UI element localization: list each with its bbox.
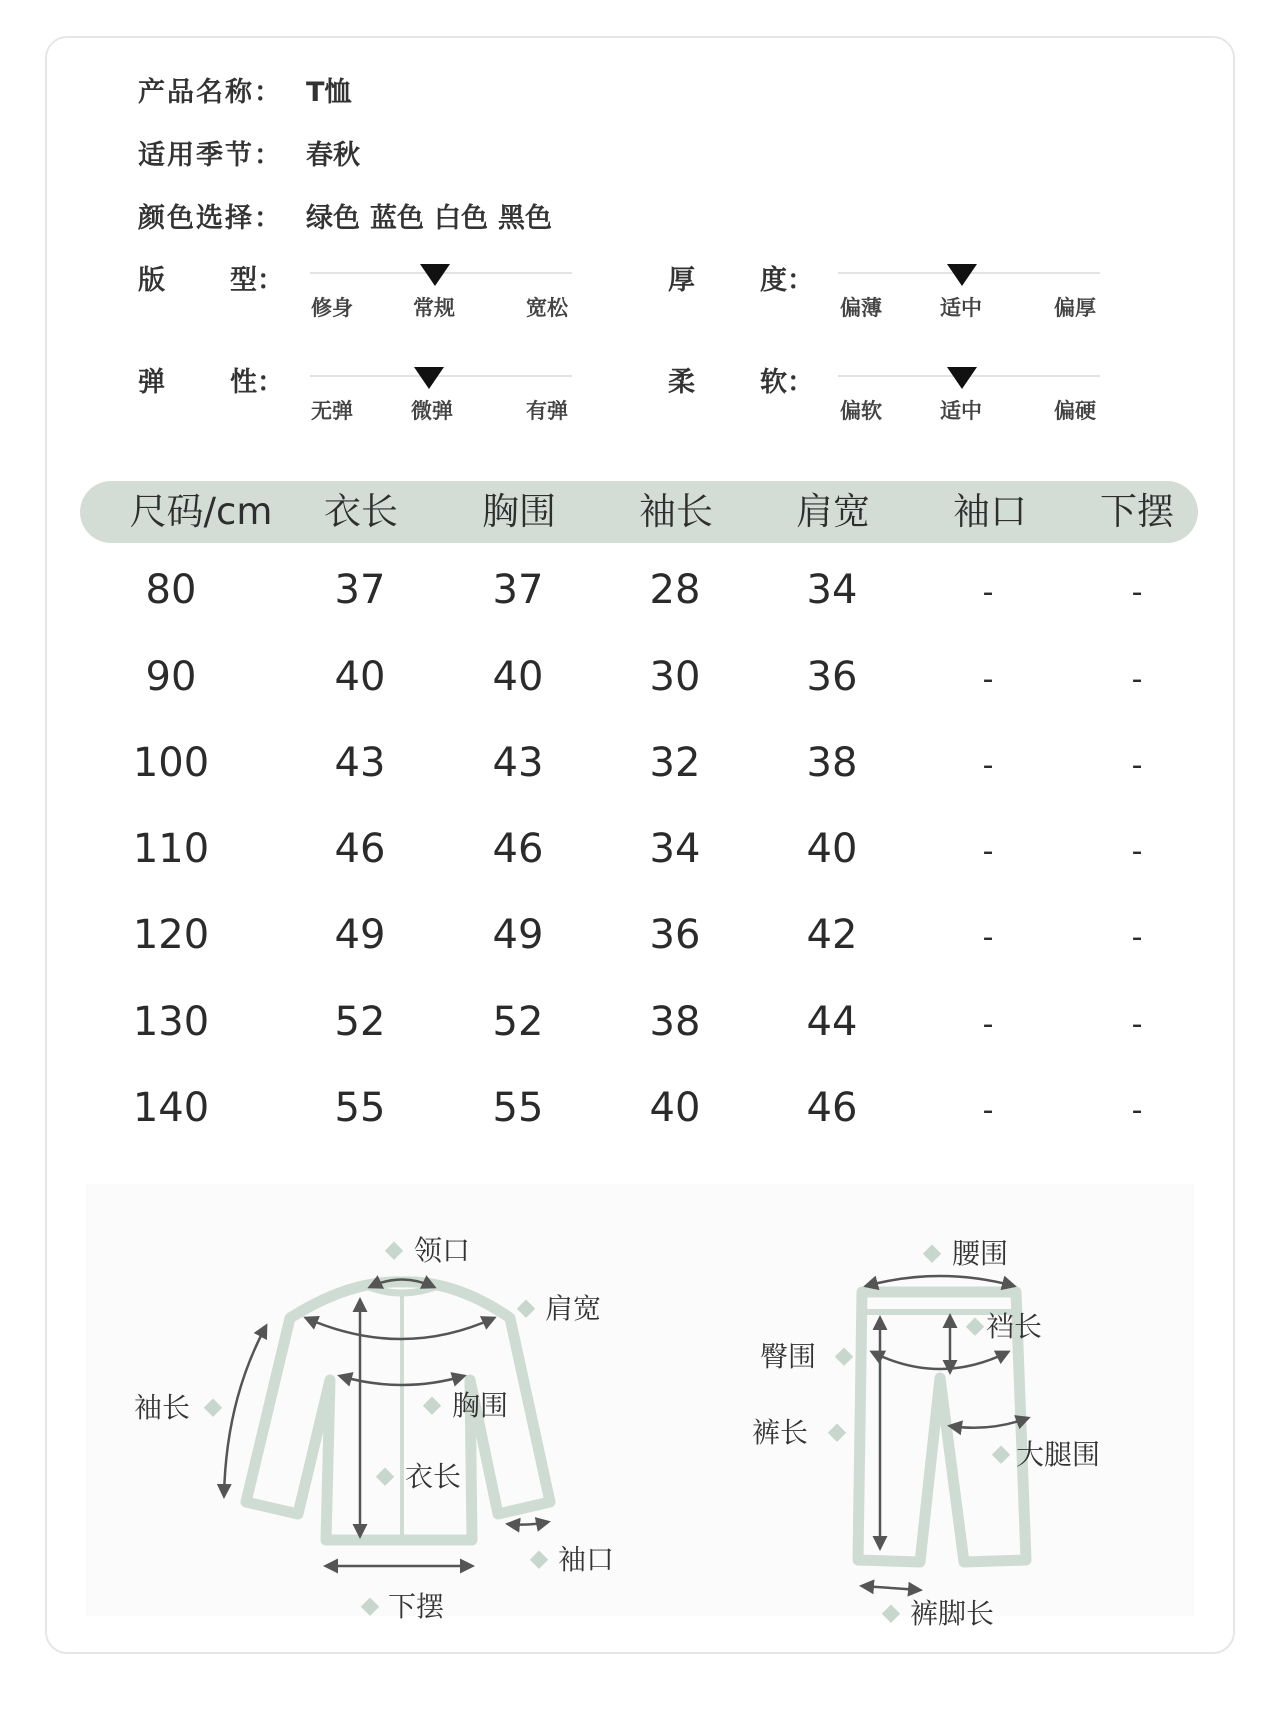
label-neck: 领口 xyxy=(414,1234,471,1267)
table-cell: - xyxy=(982,1007,994,1042)
table-cell: 55 xyxy=(334,1085,386,1131)
table-cell: - xyxy=(1131,1007,1143,1042)
label-length: 衣长 xyxy=(405,1460,462,1493)
table-cell: 49 xyxy=(334,912,386,958)
table-cell: - xyxy=(982,1093,994,1128)
table-cell: 28 xyxy=(649,567,701,613)
table-cell: - xyxy=(1131,575,1143,610)
table-cell: - xyxy=(1131,834,1143,869)
table-cell: - xyxy=(1131,748,1143,783)
label-chest: 胸围 xyxy=(452,1389,509,1422)
table-cell: 55 xyxy=(492,1085,544,1131)
table-cell: 52 xyxy=(492,999,544,1045)
color-option-black: 黑色 xyxy=(498,203,552,234)
table-cell: 40 xyxy=(649,1085,701,1131)
header-length: 衣长 xyxy=(324,490,398,533)
thickness-option-medium: 适中 xyxy=(940,296,982,320)
table-cell: 34 xyxy=(806,567,858,613)
header-shoulder: 肩宽 xyxy=(796,490,870,533)
label-hip: 臀围 xyxy=(760,1340,817,1373)
elasticity-option-elastic: 有弹 xyxy=(526,399,568,423)
softness-option-soft: 偏软 xyxy=(840,399,882,423)
table-cell: 46 xyxy=(492,826,544,872)
table-cell: 40 xyxy=(492,654,544,700)
shirt-measure-arrows xyxy=(224,1280,548,1567)
table-cell: 44 xyxy=(806,999,858,1045)
table-cell: 38 xyxy=(806,740,858,786)
table-cell-size: 140 xyxy=(132,1085,210,1131)
label-pants-length: 裤长 xyxy=(752,1416,809,1449)
thickness-option-thick: 偏厚 xyxy=(1054,296,1096,320)
table-cell-size: 90 xyxy=(145,654,197,700)
elasticity-option-none: 无弹 xyxy=(311,399,353,423)
label-thigh: 大腿围 xyxy=(1016,1438,1101,1471)
table-cell: 38 xyxy=(649,999,701,1045)
softness-option-medium: 适中 xyxy=(940,399,982,423)
softness-option-hard: 偏硬 xyxy=(1054,399,1096,423)
table-cell: 40 xyxy=(334,654,386,700)
table-cell: 36 xyxy=(649,912,701,958)
table-cell: 32 xyxy=(649,740,701,786)
color-label: 颜色选择： xyxy=(138,203,283,234)
table-cell: 46 xyxy=(806,1085,858,1131)
table-cell: 37 xyxy=(334,567,386,613)
table-cell: 37 xyxy=(492,567,544,613)
table-cell: 40 xyxy=(806,826,858,872)
table-cell-size: 130 xyxy=(132,999,210,1045)
table-cell: 30 xyxy=(649,654,701,700)
label-hem: 下摆 xyxy=(388,1590,445,1623)
header-sleeve: 袖长 xyxy=(639,490,713,533)
thickness-option-thin: 偏薄 xyxy=(840,296,882,320)
color-option-white: 白色 xyxy=(434,203,488,234)
table-cell-size: 120 xyxy=(132,912,210,958)
header-size: 尺码/cm xyxy=(129,490,273,533)
header-cuff: 袖口 xyxy=(953,490,1027,533)
table-cell: 52 xyxy=(334,999,386,1045)
table-cell: - xyxy=(982,920,994,955)
season-label: 适用季节： xyxy=(138,140,283,171)
elasticity-option-slight: 微弹 xyxy=(411,399,453,423)
table-cell: 46 xyxy=(334,826,386,872)
table-cell-size: 100 xyxy=(132,740,210,786)
label-rise: 裆长 xyxy=(986,1310,1043,1343)
table-cell: - xyxy=(1131,1093,1143,1128)
color-option-blue: 蓝色 xyxy=(370,203,424,234)
table-cell-size: 110 xyxy=(132,826,210,872)
label-cuff: 袖口 xyxy=(558,1543,615,1576)
label-leg-opening: 裤脚长 xyxy=(910,1597,995,1630)
table-cell: 43 xyxy=(334,740,386,786)
color-option-green: 绿色 xyxy=(306,203,360,234)
fit-option-regular: 常规 xyxy=(413,296,455,320)
product-name-label: 产品名称： xyxy=(138,77,283,108)
table-cell: 43 xyxy=(492,740,544,786)
fit-option-loose: 宽松 xyxy=(526,296,568,320)
table-cell: - xyxy=(1131,662,1143,697)
product-name-value: T恤 xyxy=(306,77,352,108)
table-cell: - xyxy=(982,575,994,610)
table-cell: - xyxy=(982,748,994,783)
table-cell: 42 xyxy=(806,912,858,958)
table-cell: - xyxy=(982,834,994,869)
label-waist: 腰围 xyxy=(952,1237,1009,1270)
label-sleeve: 袖长 xyxy=(134,1391,191,1424)
header-hem: 下摆 xyxy=(1100,490,1174,533)
label-shoulder: 肩宽 xyxy=(545,1292,602,1325)
table-cell: - xyxy=(982,662,994,697)
fit-option-slim: 修身 xyxy=(311,296,353,320)
table-cell: 36 xyxy=(806,654,858,700)
season-value: 春秋 xyxy=(306,140,360,171)
table-cell: - xyxy=(1131,920,1143,955)
table-cell: 34 xyxy=(649,826,701,872)
table-cell-size: 80 xyxy=(145,567,197,613)
table-cell: 49 xyxy=(492,912,544,958)
header-chest: 胸围 xyxy=(482,490,556,533)
